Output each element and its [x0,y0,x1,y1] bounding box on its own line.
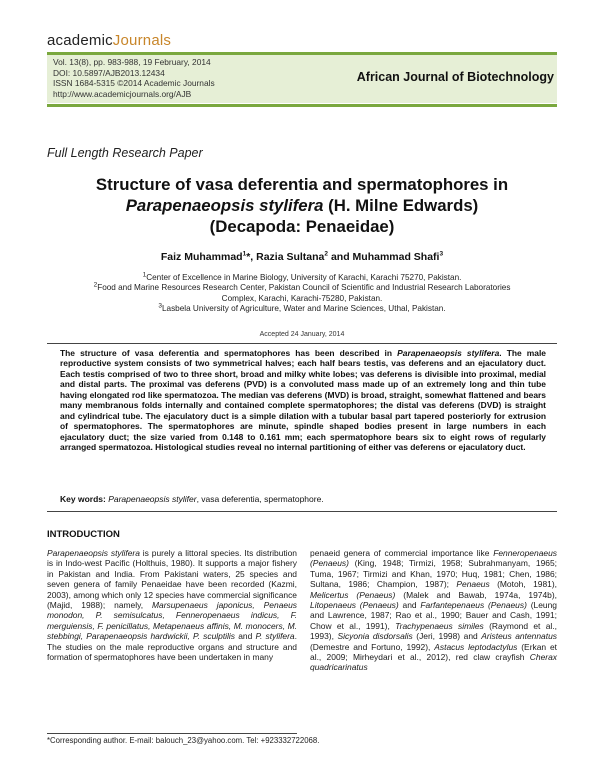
header-bottom-bar [47,104,557,107]
article-meta [53,57,215,99]
body-text: (King, 1948; Tirmizi, 1958; Subrahmanyam, 1965; Tuma, 1967; Tirmizi and Khan, 1970; Huq, 1981; Chen, 1986; Sultana, 1986; Champion, 1987); [310,558,557,590]
body-text: (Erkan et al., 2009; Mirheydari et al., 2012), red claw crayfish [310,641,558,663]
affiliation-sup: 3 [158,302,162,310]
affiliation-sup: 1 [142,271,147,279]
abstract-start: The structure of vasa deferentia and spermatophores has been described in [60,348,398,358]
body-text-italic: Penaeus [456,579,490,590]
body-text: . The studies on the male reproductive organs and structure and formation of spermatophores have been undertaken in many [47,631,297,663]
body-text-italic: Parapenaeopsis stylifera [47,548,140,558]
affiliation-text: Center of Excellence in Marine Biology, University of Karachi, Karachi 75270, Pakistan. [146,273,462,282]
paper-type: Full Length Research Paper [47,146,203,160]
corresponding-author-footnote: *Corresponding author. E-mail: balouch_23@yahoo.com. Tel: +923332722068. [47,736,320,745]
body-text: (Jeri, 1998) and [412,631,482,642]
section-heading-introduction: INTRODUCTION [47,529,120,540]
title-species: Parapenaeopsis stylifera [125,196,324,215]
author-separator: and [328,251,353,263]
affiliation-text: Food and Marine Resources Research Center, Pakistan Council of Scientific and Industrial Research Laboratories Complex, Karachi, Karachi-75280, Pakistan. [97,283,511,303]
body-text-italic: Trachypenaeus similes [395,620,484,631]
publisher-logo-part1: academic [47,32,113,49]
meta-issn: ISSN 1684-5315 ©2014 Academic Journals [53,78,215,89]
author-affil-sup: 1 [242,250,247,258]
body-text-italic: Astacus leptodactylus [434,641,518,652]
affiliation [47,283,557,304]
meta-doi[interactable]: DOI: 10.5897/AJB2013.12434 [53,67,165,78]
abstract-top-rule [47,343,557,344]
author-affil-sup: 3 [439,250,444,258]
keywords-rest: , vasa deferentia, spermatophore. [196,494,324,504]
keywords [60,494,546,504]
body-text-italic: Aristeus antennatus [481,631,557,642]
affiliation-text: Lasbela University of Agriculture, Water and Marine Sciences, Uthal, Pakistan. [161,303,446,313]
body-text: and [398,600,421,611]
body-text-italic: Melicertus (Penaeus) [310,589,396,600]
paper-title [47,174,557,237]
body-text-italic: Farfantepenaeus (Penaeus) [420,600,527,611]
abstract-rest: . The male reproductive system consists of two symmetrical halves; each half bears testis, vas deferens and an ejaculatory duct. Each testis comprised of two to three short, broad and milky white lobes; vas deferens is divisible into proximal, medial and distal parts. The proximal vas deferens (PVD) is a convoluted mass made up of an extremely long and thin tube having elongated rod like spermatozoa. The median vas deferens (MVD) is broad, straight, somewhat flattened and bears many membranous folds internally and contained complete spermatophores; the distal vas deferens (DVD) is straight and cylindrical tube. The ejaculatory duct is a simple dilation with a tubular basal part tapered posteriorly for extrusion of spermatophores. The spermatophores are minute, spindle shaped bodies present in large numbers in each ejaculatory duct; the size varied from 0.148 to 0.161 mm; each spermatophore bears six to eight rows of regularly arranged spermatozoa. Histological studies reveal no internal partitioning of either vas deferens or ejaculatory duct. [60,348,546,453]
keywords-label: Key words: [60,494,106,504]
body-text: (Raymond et al., 1993), [310,620,557,642]
body-text: (Leung and Lawrence, 1987; Rao et al., 1990; Bauer and Cash, 1991; Chow et al., 1991), [310,600,557,631]
body-text-italic: Fenneropenaeus (Penaeus) [310,548,557,569]
title-line-2-rest: (H. Milne Edwards) [323,196,479,215]
affiliations [47,273,557,314]
author-name: Razia Sultana [256,251,325,263]
author-affil-sup: 2 [324,250,329,258]
publisher-logo [47,32,171,49]
meta-url[interactable]: http://www.academicjournals.org/AJB [53,88,192,99]
author-separator: *, [246,251,257,263]
accepted-date: Accepted 24 January, 2014 [259,331,345,338]
title-line-1: Structure of vasa deferentia and spermatophores in [95,175,509,194]
title-line-3: (Decapoda: Penaeidae) [209,217,395,236]
meta-volume: Vol. 13(8), pp. 983-988, 19 February, 2014 [53,57,211,67]
affiliation [47,273,557,283]
affiliation-sup: 2 [93,281,98,289]
body-text: and [235,631,256,642]
body-text-italic: Litopenaeus (Penaeus) [310,600,399,611]
body-column-right [310,548,557,673]
body-text: (Demestre and Fortuno, 1992), [310,641,435,652]
publisher-logo-part2: Journals [112,32,172,49]
abstract-species: Parapenaeopsis stylifera [397,348,500,358]
body-text-italic: P. stylifera [255,631,295,642]
keywords-bottom-rule [47,511,557,512]
author-list [47,251,557,263]
footnote-rule [47,733,297,734]
body-text: (Motoh, 1981), [489,579,557,590]
body-text-italic: Cherax quadricarinatus [310,652,557,673]
title-line-2 [47,195,557,216]
body-text: is purely a littoral species. Its distribution is in Indo-west Pacific (Holthuis, 1980). It supports a major fishery in Pakistan and India. From Pakistani waters, 25 species and seven genera of family Penaeidae have been recorded (Kazmi, 2003), among which only 12 species have commercial significance (Majid, 1988); namely, [47,548,297,611]
body-text-italic: Sicyonia disdorsalis [337,631,413,642]
body-text: (Malek and Bawab, 1974a, 1974b), [395,589,557,600]
body-text: penaeid genera of commercial importance like [310,548,494,558]
keywords-species: Parapenaeopsis stylifer [108,494,197,504]
body-column-left [47,548,297,662]
body-text-italic: Marsupenaeus japonicus, Penaeus monodon, P. semisulcatus, Fenneropenaeus indicus, F. merguiensis, F. penicillatus, Metapenaeus affinis, M. monocers, M. stebbingi, Parapenaeopsis hardwickii, P. sculptilis [47,600,297,642]
journal-name: African Journal of Biotechnology [356,70,554,84]
affiliation [47,304,557,314]
author-name: Faiz Muhammad [160,251,243,263]
author-name: Muhammad Shafi [352,251,440,263]
abstract [60,348,546,453]
